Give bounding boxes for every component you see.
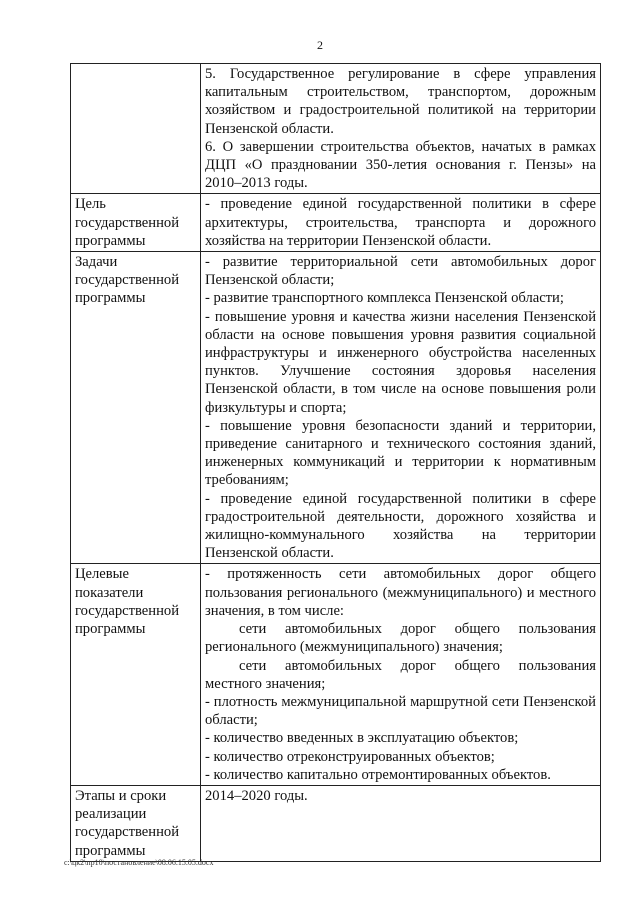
table-row xyxy=(71,564,601,785)
row-label: Этапы и сроки реализации государственной программы xyxy=(71,785,201,861)
paragraph: 5. Государственное регулирование в сфере управления капитальным строительством, транспортом, дорожным хозяйством и градостроительной политикой на территории Пензенской области. xyxy=(205,66,596,137)
row-content xyxy=(201,194,601,252)
paragraph: сети автомобильных дорог общего пользования регионального (межмуниципального) значения; xyxy=(205,621,596,656)
paragraph: сети автомобильных дорог общего пользования местного значения; xyxy=(205,657,596,692)
row-content xyxy=(201,564,601,785)
row-label: Задачи государственной программы xyxy=(71,252,201,564)
row-content xyxy=(201,64,601,194)
row-content xyxy=(201,252,601,564)
paragraph: - протяженность сети автомобильных дорог общего пользования регионального (межмуниципального) и местного значения, в том числе: xyxy=(205,566,596,619)
file-path-footer: c:\цк2\пр10\постановление\08.06.15.05.docx xyxy=(64,858,214,867)
table-row xyxy=(71,64,601,194)
row-content xyxy=(201,785,601,861)
paragraph: - развитие транспортного комплекса Пензенской области; xyxy=(205,290,564,307)
paragraph: - повышение уровня и качества жизни населения Пензенской области на основе повышения уровня развития социальной инфраструктуры и инженерного обустройства населенных пунктов. Улучшение состояния здоровья населения Пензенской области, в том числе на основе повышения роли физкультуры и спорта; xyxy=(205,308,596,416)
row-label: Целевые показатели государственной программы xyxy=(71,564,201,785)
table-row xyxy=(71,785,601,861)
paragraph: - проведение единой государственной политики в сфере градостроительной деятельности, дорожного хозяйства и жилищно-коммунального хозяйства на территории Пензенской области. xyxy=(205,490,596,562)
paragraph: - проведение единой государственной политики в сфере архитектуры, строительства, транспорта и дорожного хозяйства на территории Пензенской области. xyxy=(205,196,596,249)
row-label: Цель государственной программы xyxy=(71,194,201,252)
paragraph: - количество отреконструированных объектов; xyxy=(205,748,495,765)
paragraph: - количество введенных в эксплуатацию объектов; xyxy=(205,730,519,747)
paragraph: 6. О завершении строительства объектов, начатых в рамках ДЦП «О праздновании 350-летия основания г. Пензы» на 2010–2013 годы. xyxy=(205,138,596,192)
paragraph: - плотность межмуниципальной маршрутной сети Пензенской области; xyxy=(205,693,596,729)
table-row xyxy=(71,252,601,564)
table-row xyxy=(71,194,601,252)
program-passport-table xyxy=(70,63,601,862)
paragraph: - количество капитально отремонтированных объектов. xyxy=(205,766,551,783)
paragraph: - повышение уровня безопасности зданий и территории, приведение санитарного и технического состояния зданий, инженерных коммуникаций и территории к нормативным требованиям; xyxy=(205,417,596,489)
page-number: 2 xyxy=(317,38,323,52)
paragraph: 2014–2020 годы. xyxy=(205,787,308,804)
paragraph: - развитие территориальной сети автомобильных дорог Пензенской области; xyxy=(205,254,596,289)
row-label xyxy=(71,64,201,194)
